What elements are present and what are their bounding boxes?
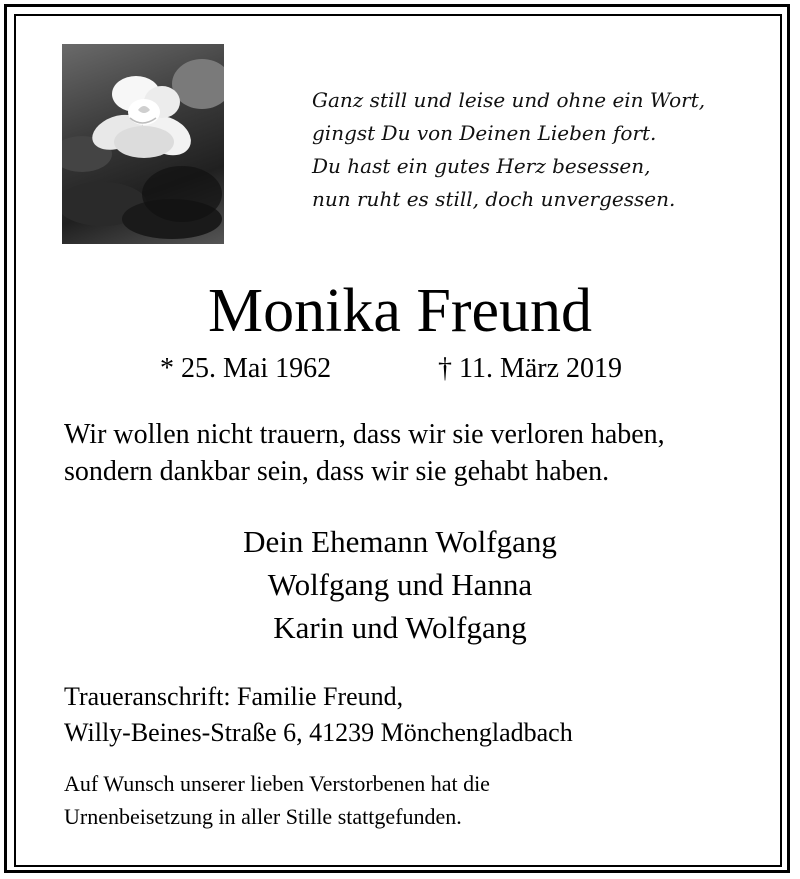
poem-line: nun ruht es still, doch unvergessen. [312,187,676,211]
poem-line: gingst Du von Deinen Lieben fort. [312,121,657,145]
mourning-address [64,679,764,751]
birth-date: * 25. Mai 1962 [160,353,332,384]
mourner-line: Dein Ehemann Wolfgang [243,524,557,559]
note-line: Auf Wunsch unserer lieben Verstorbenen hat die [64,771,490,796]
note-line: Urnenbeisetzung in aller Stille stattgefunden. [64,804,462,829]
deceased-name: Monika Freund [207,277,593,345]
mourner-line: Karin und Wolfgang [273,610,527,645]
poem-line: Du hast ein gutes Herz besessen, [312,154,651,178]
burial-note [64,767,764,833]
quote-line: sondern dankbar sein, dass wir sie gehabt haben. [64,456,610,487]
mourners-list [0,520,800,649]
memorial-quote [64,416,764,490]
death-date: † 11. März 2019 [438,353,623,384]
rose-photo-icon [62,44,224,244]
address-line: Willy-Beines-Straße 6, 41239 Mönchengladbach [64,718,573,747]
address-line: Traueranschrift: Familie Freund, [64,682,404,711]
poem [312,84,742,216]
poem-line: Ganz still und leise und ohne ein Wort, [312,88,706,112]
mourner-line: Wolfgang und Hanna [267,567,533,602]
quote-line: Wir wollen nicht trauern, dass wir sie verloren haben, [64,419,665,450]
